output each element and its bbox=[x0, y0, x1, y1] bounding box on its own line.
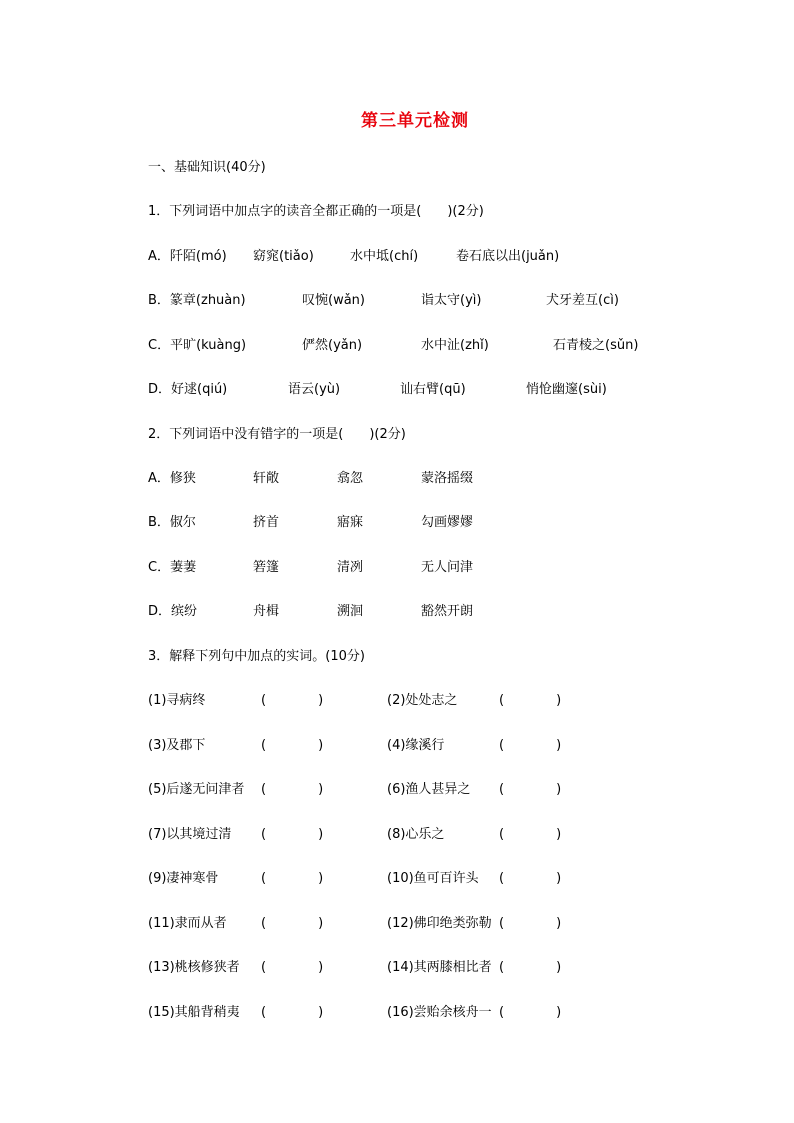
q3-item-text: (3)及郡下 bbox=[148, 738, 206, 753]
answer-blank[interactable]: ( ) bbox=[261, 1005, 324, 1020]
option-item: 诣太守(yì) bbox=[421, 293, 482, 308]
answer-blank[interactable]: ( ) bbox=[499, 916, 562, 931]
answer-blank[interactable]: ( ) bbox=[261, 960, 324, 975]
q3-item-text: (11)隶而从者 bbox=[148, 916, 227, 931]
q3-item-text: (8)心乐之 bbox=[387, 827, 445, 842]
option-item: B．篆章(zhuàn) bbox=[148, 293, 246, 308]
q3-item-text: (12)佛印绝类弥勒 bbox=[387, 916, 492, 931]
q3-item-text: (6)渔人甚异之 bbox=[387, 782, 471, 797]
option-item: 语云(yù) bbox=[288, 382, 341, 397]
q3-item-text: (1)寻病终 bbox=[148, 693, 206, 708]
option-item: B．俶尔 bbox=[148, 515, 196, 530]
option-item: 无人问津 bbox=[421, 560, 474, 575]
question-2-stem: 2．下列词语中没有错字的一项是( )(2分) bbox=[148, 427, 406, 442]
option-item: 勾画嫪嫪 bbox=[421, 515, 474, 530]
section-heading: 一、基础知识(40分) bbox=[148, 160, 266, 175]
option-item: 箬篷 bbox=[253, 560, 280, 575]
q3-item-text: (5)后遂无问津者 bbox=[148, 782, 245, 797]
option-item: D．缤纷 bbox=[148, 604, 198, 619]
option-item: 叹惋(wǎn) bbox=[302, 293, 365, 308]
question-1-stem: 1．下列词语中加点字的读音全都正确的一项是( )(2分) bbox=[148, 204, 484, 219]
answer-blank[interactable]: ( ) bbox=[499, 871, 562, 886]
q3-item-text: (7)以其境过清 bbox=[148, 827, 232, 842]
option-item: A．修狭 bbox=[148, 471, 196, 486]
option-item: 卷石底以出(juǎn) bbox=[456, 249, 560, 264]
answer-blank[interactable]: ( ) bbox=[499, 693, 562, 708]
option-item: 挤首 bbox=[253, 515, 280, 530]
q3-item-text: (4)缘溪行 bbox=[387, 738, 445, 753]
answer-blank[interactable]: ( ) bbox=[499, 827, 562, 842]
option-item: 翕忽 bbox=[337, 471, 364, 486]
option-item: 悄怆幽邃(sùi) bbox=[526, 382, 607, 397]
option-item: 轩敞 bbox=[253, 471, 280, 486]
answer-blank[interactable]: ( ) bbox=[261, 782, 324, 797]
answer-blank[interactable]: ( ) bbox=[499, 738, 562, 753]
option-item: 水中沚(zhǐ) bbox=[421, 338, 489, 353]
option-item: 讪右臂(qū) bbox=[400, 382, 466, 397]
option-item: 蒙洛摇缀 bbox=[421, 471, 474, 486]
option-item: 寤寐 bbox=[337, 515, 364, 530]
option-item: 俨然(yǎn) bbox=[302, 338, 363, 353]
option-item: 窈窕(tiǎo) bbox=[253, 249, 314, 264]
option-item: 石青棱之(sǔn) bbox=[553, 338, 639, 353]
q3-item-text: (13)桃核修狭者 bbox=[148, 960, 240, 975]
option-item: 犬牙差互(cì) bbox=[546, 293, 619, 308]
option-item: 溯洄 bbox=[337, 604, 364, 619]
answer-blank[interactable]: ( ) bbox=[499, 782, 562, 797]
option-item: C．萋萋 bbox=[148, 560, 197, 575]
q3-item-text: (14)其两膝相比者 bbox=[387, 960, 492, 975]
answer-blank[interactable]: ( ) bbox=[261, 827, 324, 842]
q3-item-text: (9)凄神寒骨 bbox=[148, 871, 219, 886]
answer-blank[interactable]: ( ) bbox=[261, 693, 324, 708]
option-item: A．阡陌(mó) bbox=[148, 249, 227, 264]
option-item: 水中坻(chí) bbox=[350, 249, 419, 264]
option-item: C．平旷(kuàng) bbox=[148, 338, 247, 353]
option-item: 舟楫 bbox=[253, 604, 280, 619]
q3-item-text: (15)其船背稍夷 bbox=[148, 1005, 240, 1020]
q3-item-text: (16)尝贻余核舟一 bbox=[387, 1005, 492, 1020]
answer-blank[interactable]: ( ) bbox=[261, 916, 324, 931]
option-item: 豁然开朗 bbox=[421, 604, 474, 619]
answer-blank[interactable]: ( ) bbox=[499, 960, 562, 975]
option-item: 清冽 bbox=[337, 560, 364, 575]
answer-blank[interactable]: ( ) bbox=[261, 738, 324, 753]
page-title: 第三单元检测 bbox=[361, 111, 469, 131]
answer-blank[interactable]: ( ) bbox=[261, 871, 324, 886]
answer-blank[interactable]: ( ) bbox=[499, 1005, 562, 1020]
q3-item-text: (10)鱼可百许头 bbox=[387, 871, 479, 886]
q3-item-text: (2)处处志之 bbox=[387, 693, 458, 708]
option-item: D．好逑(qiú) bbox=[148, 382, 228, 397]
question-3-stem: 3．解释下列句中加点的实词。(10分) bbox=[148, 649, 365, 664]
